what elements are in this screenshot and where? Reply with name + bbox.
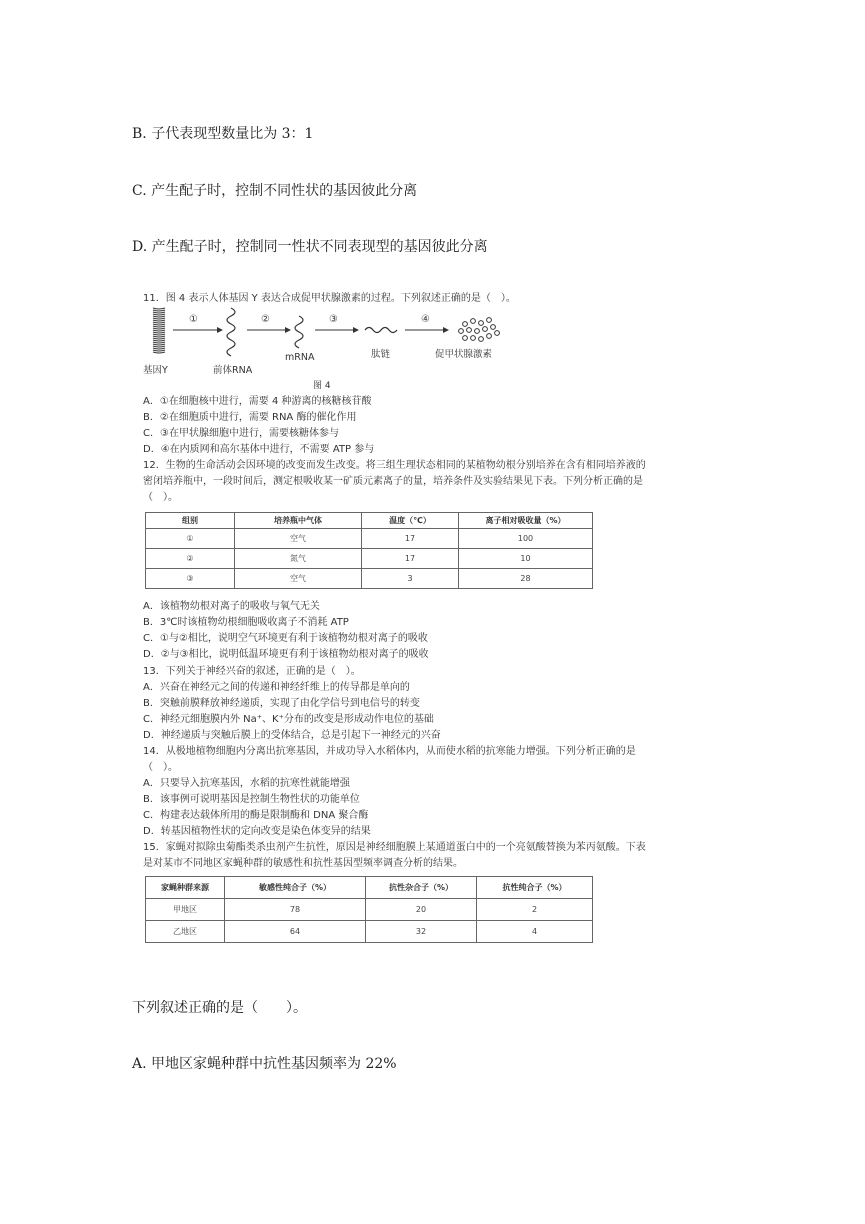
table-cell: 2 xyxy=(477,899,593,921)
q12-option-d: D．②与③相比，说明低温环境更有利于该植物幼根对离子的吸收 xyxy=(143,649,429,660)
option-c: C. 产生配子时，控制不同性状的基因彼此分离 xyxy=(132,183,418,199)
mrna-strand-icon xyxy=(295,316,303,348)
q14-option-a: A．只要导入抗寒基因，水稻的抗寒性就能增强 xyxy=(143,778,350,789)
table-row xyxy=(146,529,593,549)
step-2-label: ② xyxy=(261,314,270,325)
peptide-label: 肽链 xyxy=(371,349,391,360)
q13-stem: 13．下列关于神经兴奋的叙述，正确的是（ ）。 xyxy=(143,666,361,677)
q15-th-0: 家蝇种群来源 xyxy=(146,877,225,899)
table-cell: 3 xyxy=(362,569,459,589)
table-cell: ② xyxy=(146,549,235,569)
q14-option-c: C．构建表达载体所用的酶是限制酶和 DNA 聚合酶 xyxy=(143,810,369,821)
table-cell: 乙地区 xyxy=(146,921,225,943)
table-cell: 78 xyxy=(225,899,366,921)
option-d: D. 产生配子时，控制同一性状不同表现型的基因彼此分离 xyxy=(132,239,488,255)
step-3-label: ③ xyxy=(329,314,338,325)
pre-rna-strand-icon xyxy=(227,308,235,356)
table-cell: 空气 xyxy=(235,529,362,549)
table-cell: ① xyxy=(146,529,235,549)
q12-th-2: 温度（℃） xyxy=(362,513,459,529)
table-cell: 20 xyxy=(366,899,477,921)
hormone-cluster-icon xyxy=(459,318,500,342)
gene-y-label: 基因Y xyxy=(143,365,168,376)
table-row xyxy=(146,549,593,569)
q12-th-1: 培养瓶中气体 xyxy=(235,513,362,529)
q12-table xyxy=(145,512,593,589)
q14-stem-line-1: 14．从极地植物细胞内分离出抗寒基因，并成功导入水稻体内，从而使水稻的抗寒能力增强。下列分析正确的是 xyxy=(143,746,636,757)
q15-question: 下列叙述正确的是（ ）。 xyxy=(132,1000,307,1016)
q12-option-b: B．3℃时该植物幼根细胞吸收离子不消耗 ATP xyxy=(143,617,349,628)
figure-caption: 图 4 xyxy=(313,381,331,391)
q11-option-b: B．②在细胞质中进行，需要 RNA 酶的催化作用 xyxy=(143,412,357,423)
q14-option-d: D．转基因植物性状的定向改变是染色体变异的结果 xyxy=(143,826,371,837)
q13-option-a: A．兴奋在神经元之间的传递和神经纤维上的传导都是单向的 xyxy=(143,682,410,693)
q13-option-c: C．神经元细胞膜内外 Na⁺、K⁺分布的改变是形成动作电位的基础 xyxy=(143,714,434,725)
table-row xyxy=(146,921,593,943)
q14-stem-line-2: （ ）。 xyxy=(143,762,178,773)
step-4-label: ④ xyxy=(421,314,430,325)
q11-stem: 11．图 4 表示人体基因 Y 表达合成促甲状腺激素的过程。下列叙述正确的是（ ）。 xyxy=(143,293,516,304)
q15-th-3: 抗性纯合子（%） xyxy=(477,877,593,899)
table-cell: 100 xyxy=(459,529,593,549)
table-cell: 4 xyxy=(477,921,593,943)
peptide-chain-icon xyxy=(365,328,397,333)
q11-option-a: A．①在细胞核中进行，需要 4 种游离的核糖核苷酸 xyxy=(143,396,372,407)
q12-th-3: 离子相对吸收量（%） xyxy=(459,513,593,529)
step-1-label: ① xyxy=(189,314,198,325)
gene-y-helix-icon xyxy=(153,308,165,353)
table-cell: 空气 xyxy=(235,569,362,589)
q15-option-a: A. 甲地区家蝇种群中抗性基因频率为 22% xyxy=(132,1056,397,1072)
option-b: B. 子代表现型数量比为 3：1 xyxy=(132,126,314,142)
q13-option-b: B．突触前膜释放神经递质，实现了由化学信号到电信号的转变 xyxy=(143,698,420,709)
q11-diagram xyxy=(143,304,543,392)
table-cell: 17 xyxy=(362,529,459,549)
q12-option-c: C．①与②相比，说明空气环境更有利于该植物幼根对离子的吸收 xyxy=(143,633,428,644)
pre-rna-label: 前体RNA xyxy=(213,365,253,376)
table-cell: 64 xyxy=(225,921,366,943)
table-cell: 氮气 xyxy=(235,549,362,569)
mrna-label: mRNA xyxy=(285,352,315,363)
q12-option-a: A．该植物幼根对离子的吸收与氧气无关 xyxy=(143,601,320,612)
q15-th-2: 抗性杂合子（%） xyxy=(366,877,477,899)
q15-stem-line-2: 是对某市不同地区家蝇种群的敏感性和抗性基因型频率调查分析的结果。 xyxy=(143,858,463,869)
q12-th-0: 组别 xyxy=(146,513,235,529)
q13-option-d: D．神经递质与突触后膜上的受体结合，总是引起下一神经元的兴奋 xyxy=(143,730,441,741)
q15-th-1: 敏感性纯合子（%） xyxy=(225,877,366,899)
table-cell: 17 xyxy=(362,549,459,569)
table-row xyxy=(146,899,593,921)
table-cell: 10 xyxy=(459,549,593,569)
table-cell: ③ xyxy=(146,569,235,589)
q15-stem-line-1: 15．家蝇对拟除虫菊酯类杀虫剂产生抗性，原因是神经细胞膜上某通道蛋白中的一个亮氨酸替换为苯丙氨酸。下表 xyxy=(143,842,646,853)
q11-option-c: C．③在甲状腺细胞中进行，需要核糖体参与 xyxy=(143,428,339,439)
q14-option-b: B．该事例可说明基因是控制生物性状的功能单位 xyxy=(143,794,360,805)
table-cell: 甲地区 xyxy=(146,899,225,921)
q12-stem-line-3: （ ）。 xyxy=(143,492,178,503)
table-cell: 28 xyxy=(459,569,593,589)
q11-option-d: D．④在内质网和高尔基体中进行，不需要 ATP 参与 xyxy=(143,444,375,455)
table-cell: 32 xyxy=(366,921,477,943)
q12-stem-line-2: 密闭培养瓶中，一段时间后，测定根吸收某一矿质元素离子的量，培养条件及实验结果见下表。下列分析正确的是 xyxy=(143,476,643,487)
tsh-label: 促甲状腺激素 xyxy=(435,349,493,360)
q15-table xyxy=(145,876,593,943)
table-row xyxy=(146,569,593,589)
q12-stem-line-1: 12．生物的生命活动会因环境的改变而发生改变。将三组生理状态相同的某植物幼根分别培养在含有相同培养液的 xyxy=(143,460,646,471)
